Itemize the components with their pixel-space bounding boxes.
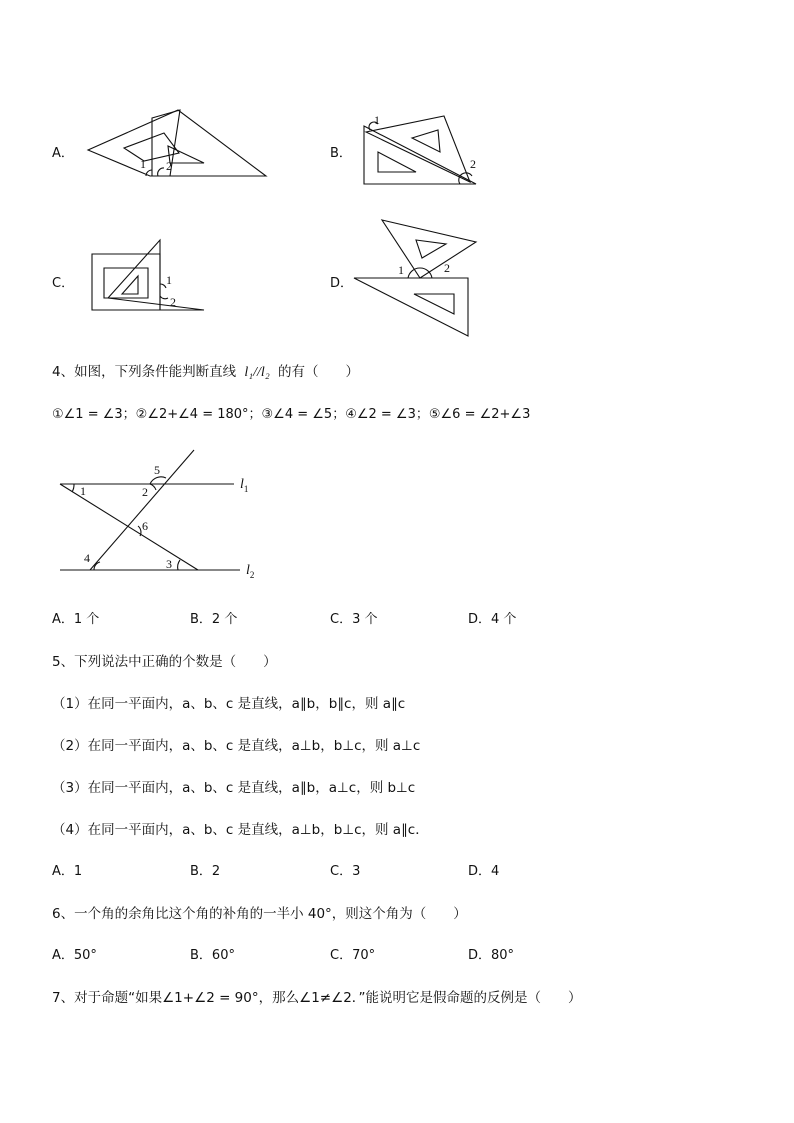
figure-option-c [88,238,208,314]
line-label-l1: $l_1$ [240,477,249,494]
angle-arc-2 [160,296,168,299]
q4-option-c[interactable]: C．3 个 [330,612,378,627]
set-square-base-hole [378,152,416,172]
angle-label-2: 2 [142,485,148,499]
transversal-steep [90,450,194,570]
stem-lines: l₁//l₂ [244,365,270,380]
angle-arc-4 [94,562,100,570]
q5-statement-3: （3）在同一平面内，a、b、c 是直线，a∥b，a⊥c，则 b⊥c [52,780,416,796]
option-c-label: C． [52,276,75,291]
q5-option-a[interactable]: A．1 [52,864,83,879]
angle-arc-6 [138,526,141,536]
q4-option-a[interactable]: A．1 个 [52,612,100,627]
q5-statement-4: （4）在同一平面内，a、b、c 是直线，a⊥b，b⊥c，则 a∥c． [52,822,429,838]
angle-label-1: 1 [166,273,172,287]
angle-label-5: 5 [154,463,160,477]
angle-label-2: 2 [470,157,476,171]
set-square-top-hole [412,130,440,152]
set-square-bottom [354,278,468,336]
q5-statement-1: （1）在同一平面内，a、b、c 是直线，a∥b，b∥c，则 a∥c [52,696,406,712]
angle-arc-1 [72,484,74,492]
angle-label-6: 6 [142,519,148,533]
set-square-top [382,220,476,278]
q5-option-c[interactable]: C．3 [330,864,361,879]
question-5-stem: 5、下列说法中正确的个数是（ ） [52,654,277,670]
angle-arc-5 [150,477,166,484]
question-4-stem [52,360,359,381]
set-square-top-hole [416,240,446,258]
question-4-conditions: ①∠1 = ∠3；②∠2+∠4 = 180°；③∠4 = ∠5；④∠2 = ∠3；⑤∠6 = ∠2+∠3 [52,407,531,422]
stem-text-before: 4、如图，下列条件能判断直线 [52,364,237,380]
angle-arc-2 [158,168,164,176]
q6-option-c[interactable]: C．70° [330,948,376,963]
angle-label-1: 1 [140,157,146,171]
question-6-stem: 6、一个角的余角比这个角的补角的一半小 40°，则这个角为（ ） [52,906,467,922]
stem-text-after: 的有（ ） [277,364,359,380]
figure-option-a [84,108,274,183]
q6-option-b[interactable]: B．60° [190,948,235,963]
option-b-label: B． [330,146,352,161]
set-square-large [88,110,266,176]
q4-option-b[interactable]: B．2 个 [190,612,238,627]
q6-option-a[interactable]: A．50° [52,948,97,963]
q6-option-d[interactable]: D．80° [468,948,515,963]
option-d-label: D． [330,276,354,291]
angle-arc-2 [150,484,156,490]
angle-label-1: 1 [80,484,86,498]
line-label-l2: $l_2$ [246,563,255,580]
angle-arc-3 [178,560,180,570]
angle-label-2: 2 [170,295,176,309]
option-a-label: A． [52,146,74,161]
figure-option-b [360,112,480,190]
q5-statement-2: （2）在同一平面内，a、b、c 是直线，a⊥b，b⊥c，则 a⊥c [52,738,421,754]
angle-label-4: 4 [84,551,90,565]
figure-question-4 [50,444,270,584]
q5-option-b[interactable]: B．2 [190,864,221,879]
set-square-rect [92,254,160,310]
set-square-slant [108,240,204,310]
angle-label-2: 2 [166,159,172,173]
angle-label-2: 2 [444,261,450,275]
q4-option-d[interactable]: D．4 个 [468,612,517,627]
q5-option-d[interactable]: D．4 [468,864,500,879]
angle-arc-1 [408,268,420,278]
set-square-slant-hole [122,276,138,294]
figure-option-d [350,214,480,340]
question-7-stem: 7、对于命题“如果∠1+∠2 = 90°，那么∠1≠∠2．”能说明它是假命题的反例是（ ） [52,990,582,1006]
angle-label-1: 1 [374,113,380,127]
angle-label-3: 3 [166,557,172,571]
angle-label-1: 1 [398,263,404,277]
